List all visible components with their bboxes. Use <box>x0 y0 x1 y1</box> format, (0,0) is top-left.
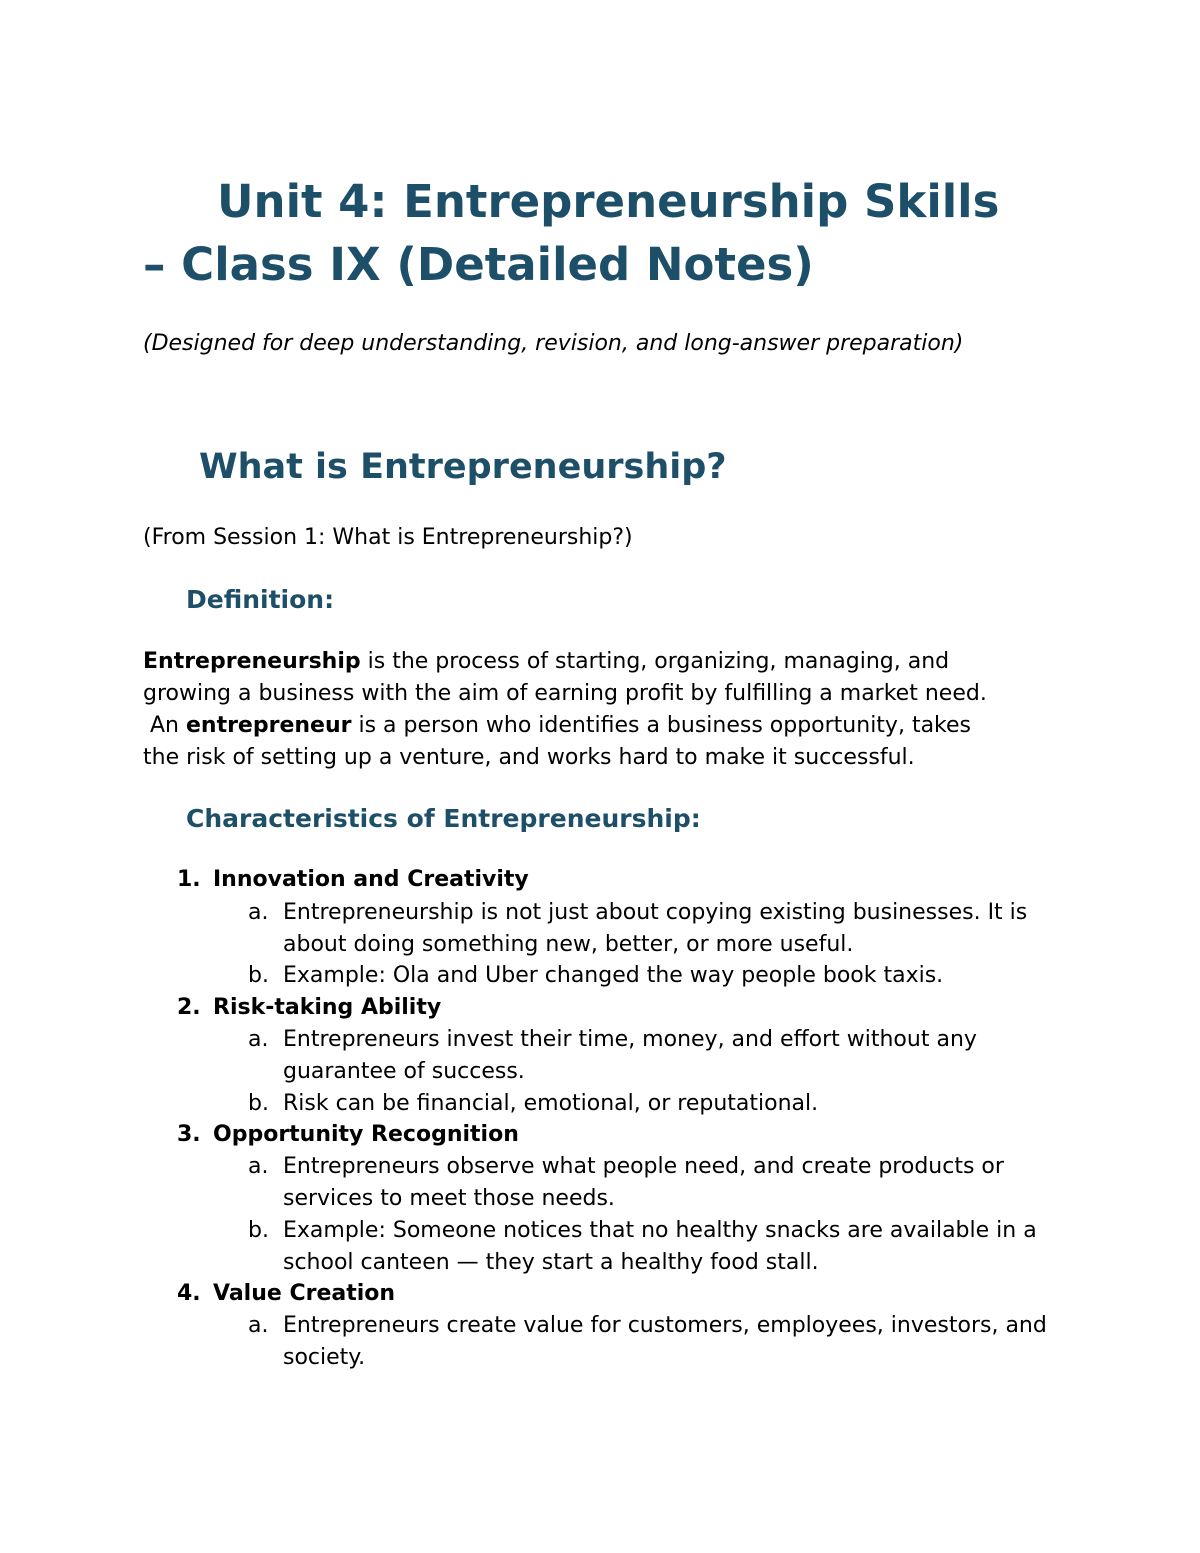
list-sub-item: a. Entrepreneurs invest their time, money, and effort without any guarantee of success. <box>248 1027 977 1084</box>
term-entrepreneurship: Entrepreneurship <box>143 649 361 674</box>
definition-line-2: growing a business with the aim of earning profit by fulfilling a market need. <box>143 681 987 706</box>
title-line-2: – Class IX (Detailed Notes) <box>143 238 814 291</box>
section-heading: What is Entrepreneurship? <box>199 447 727 487</box>
definition-heading: Definition: <box>186 585 335 614</box>
characteristics-heading: Characteristics of Entrepreneurship: <box>186 804 701 833</box>
term-entrepreneur: entrepreneur <box>185 713 352 738</box>
list-item-title: 3. Opportunity Recognition <box>177 1122 519 1147</box>
list-sub-item: b. Example: Someone notices that no healthy snacks are available in a school canteen — they start a healthy food stall. <box>248 1218 1037 1275</box>
document-title <box>143 170 1073 296</box>
definition-line-3: An entrepreneur is a person who identifies a business opportunity, takes <box>143 713 972 738</box>
definition-line-4: the risk of setting up a venture, and works hard to make it successful. <box>143 745 915 770</box>
list-item-title: 4. Value Creation <box>177 1281 396 1306</box>
list-sub-item: a. Entrepreneurs create value for customers, employees, investors, and society. <box>248 1313 1047 1370</box>
definition-paragraph <box>143 646 1073 774</box>
definition-line-1: Entrepreneurship is the process of starting, organizing, managing, and <box>143 649 950 674</box>
list-item-title: 2. Risk-taking Ability <box>177 995 442 1020</box>
list-sub-item: b. Risk can be financial, emotional, or reputational. <box>248 1091 819 1116</box>
list-sub-item: b. Example: Ola and Uber changed the way people book taxis. <box>248 963 944 988</box>
list-sub-item: a. Entrepreneurs observe what people need, and create products or services to meet those needs. <box>248 1154 1004 1211</box>
session-reference: (From Session 1: What is Entrepreneurship?) <box>143 525 633 550</box>
list-sub-item: a. Entrepreneurship is not just about copying existing businesses. It is about doing something new, better, or more useful. <box>248 900 1028 957</box>
list-item-title: 1. Innovation and Creativity <box>177 867 529 892</box>
document-subtitle: (Designed for deep understanding, revision, and long-answer preparation) <box>143 331 964 356</box>
title-line-1: Unit 4: Entrepreneurship Skills <box>217 175 1000 228</box>
